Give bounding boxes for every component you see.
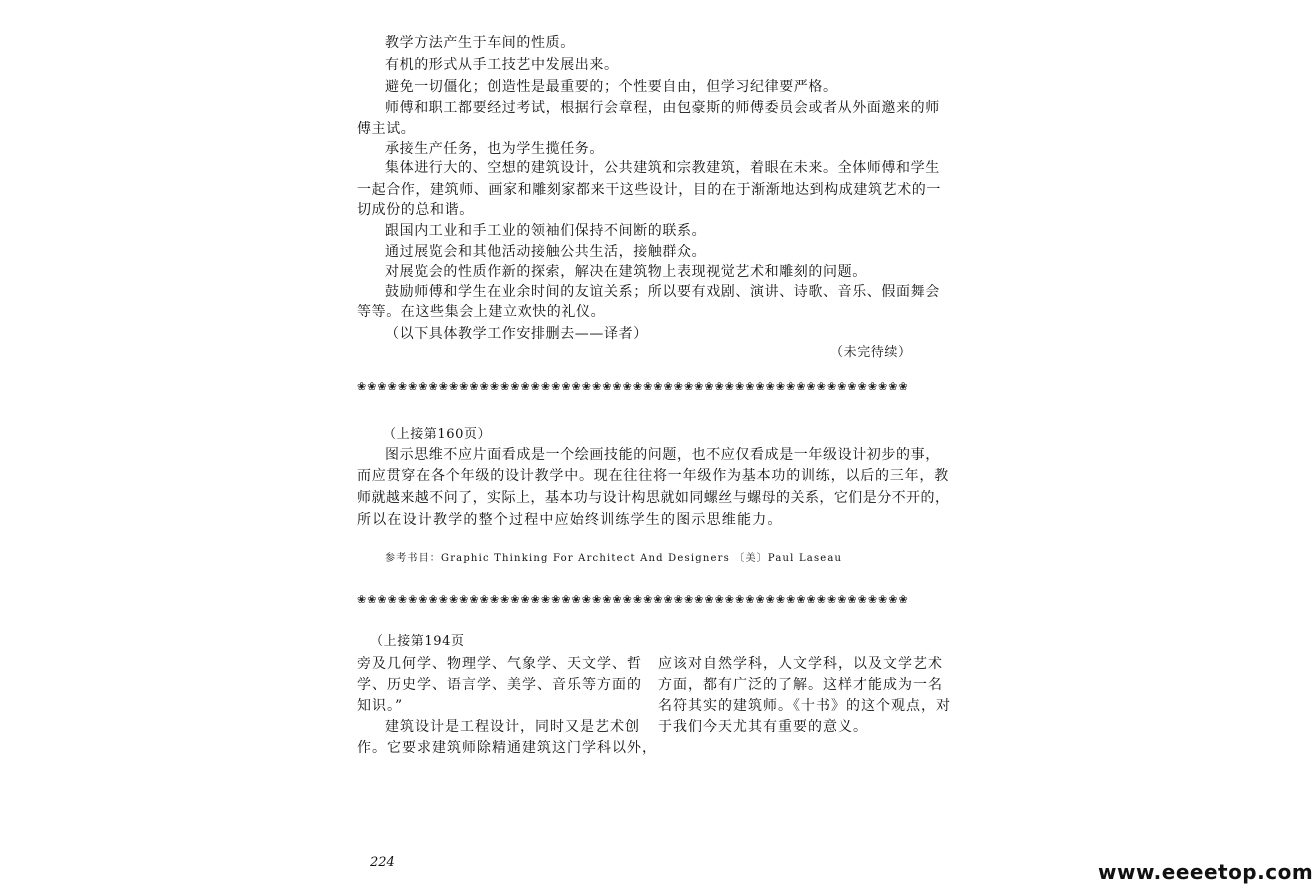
ornamental-divider: ❀❀❀❀❀❀❀❀❀❀❀❀❀❀❀❀❀❀❀❀❀❀❀❀❀❀❀❀❀❀❀❀❀❀❀❀❀❀❀❀❀❀❀❀❀❀❀❀❀❀❀❀❀❀	[357, 593, 909, 606]
text-line: 而应贯穿在各个年级的设计教学中。现在往往将一年级作为基本功的训练，以后的三年，教	[357, 468, 949, 484]
text-line: 集体进行大的、空想的建筑设计，公共建筑和宗教建筑，着眼在未来。全体师傅和学生	[385, 160, 940, 176]
text-line: 旁及几何学、物理学、气象学、天文学、哲	[357, 656, 642, 672]
text-line: 一起合作，建筑师、画家和雕刻家都来干这些设计，目的在于渐渐地达到构成建筑艺术的一	[357, 182, 941, 198]
text-line: 跟国内工业和手工业的领袖们保持不间断的联系。	[385, 223, 707, 239]
page-number: 224	[370, 855, 395, 870]
bibliography: 参考书目：Graphic Thinking For Architect And Designers 〔美〕Paul Laseau	[385, 553, 843, 564]
text-line: 师傅和职工都要经过考试，根据行会章程，由包豪斯的师傅委员会或者从外面邀来的师	[385, 100, 940, 116]
text-line: 等等。在这些集会上建立欢快的礼仪。	[357, 304, 606, 320]
text-line: 应该对自然学科，人文学科，以及文学艺术	[658, 656, 943, 672]
text-line: 图示思维不应片面看成是一个绘画技能的问题，也不应仅看成是一年级设计初步的事，	[385, 447, 940, 463]
text-line: 避免一切僵化；创造性是最重要的；个性要自由，但学习纪律要严格。	[385, 79, 838, 95]
text-line: 于我们今天尤其有重要的意义。	[658, 719, 868, 735]
text-line: 方面，都有广泛的了解。这样才能成为一名	[658, 677, 943, 693]
text-line: 对展览会的性质作新的探索，解决在建筑物上表现视觉艺术和雕刻的问题。	[385, 264, 867, 280]
text-line: 承接生产任务，也为学生揽任务。	[385, 141, 604, 157]
text-line: 名符其实的建筑师。《十书》的这个观点，对	[658, 698, 951, 714]
text-line: 有机的形式从手工技艺中发展出来。	[385, 57, 619, 73]
text-line: 鼓励师傅和学生在业余时间的友谊关系；所以要有戏剧、演讲、诗歌、音乐、假面舞会	[385, 284, 940, 300]
continued-from: （上接第194页	[370, 634, 465, 649]
text-line: 知识。”	[357, 698, 404, 714]
text-line: 学、历史学、语言学、美学、音乐等方面的	[357, 677, 642, 693]
text-line: 作。它要求建筑师除精通建筑这门学科以外，	[357, 740, 657, 756]
text-line: 建筑设计是工程设计，同时又是艺术创	[385, 719, 640, 735]
text-line: 通过展览会和其他活动接触公共生活，接触群众。	[385, 244, 707, 260]
text-line: 切成份的总和谐。	[357, 202, 474, 218]
text-line: 所以在设计教学的整个过程中应始终训练学生的图示思维能力。	[357, 512, 783, 528]
text-line: 教学方法产生于车间的性质。	[385, 35, 575, 51]
text-line: 师就越来越不问了，实际上，基本功与设计构思就如同螺丝与螺母的关系，它们是分不开的，	[357, 490, 950, 506]
translator-note: （以下具体教学工作安排删去——译者）	[385, 326, 648, 342]
to-be-continued: （未完待续）	[830, 345, 912, 360]
left-column	[357, 654, 657, 759]
continued-from: （上接第160页）	[383, 427, 492, 442]
text-line: 傅主试。	[357, 121, 416, 137]
watermark: www.eeeetop.com	[1098, 860, 1313, 884]
right-column	[658, 654, 951, 738]
ornamental-divider: ❀❀❀❀❀❀❀❀❀❀❀❀❀❀❀❀❀❀❀❀❀❀❀❀❀❀❀❀❀❀❀❀❀❀❀❀❀❀❀❀❀❀❀❀❀❀❀❀❀❀❀❀❀❀	[357, 380, 909, 393]
